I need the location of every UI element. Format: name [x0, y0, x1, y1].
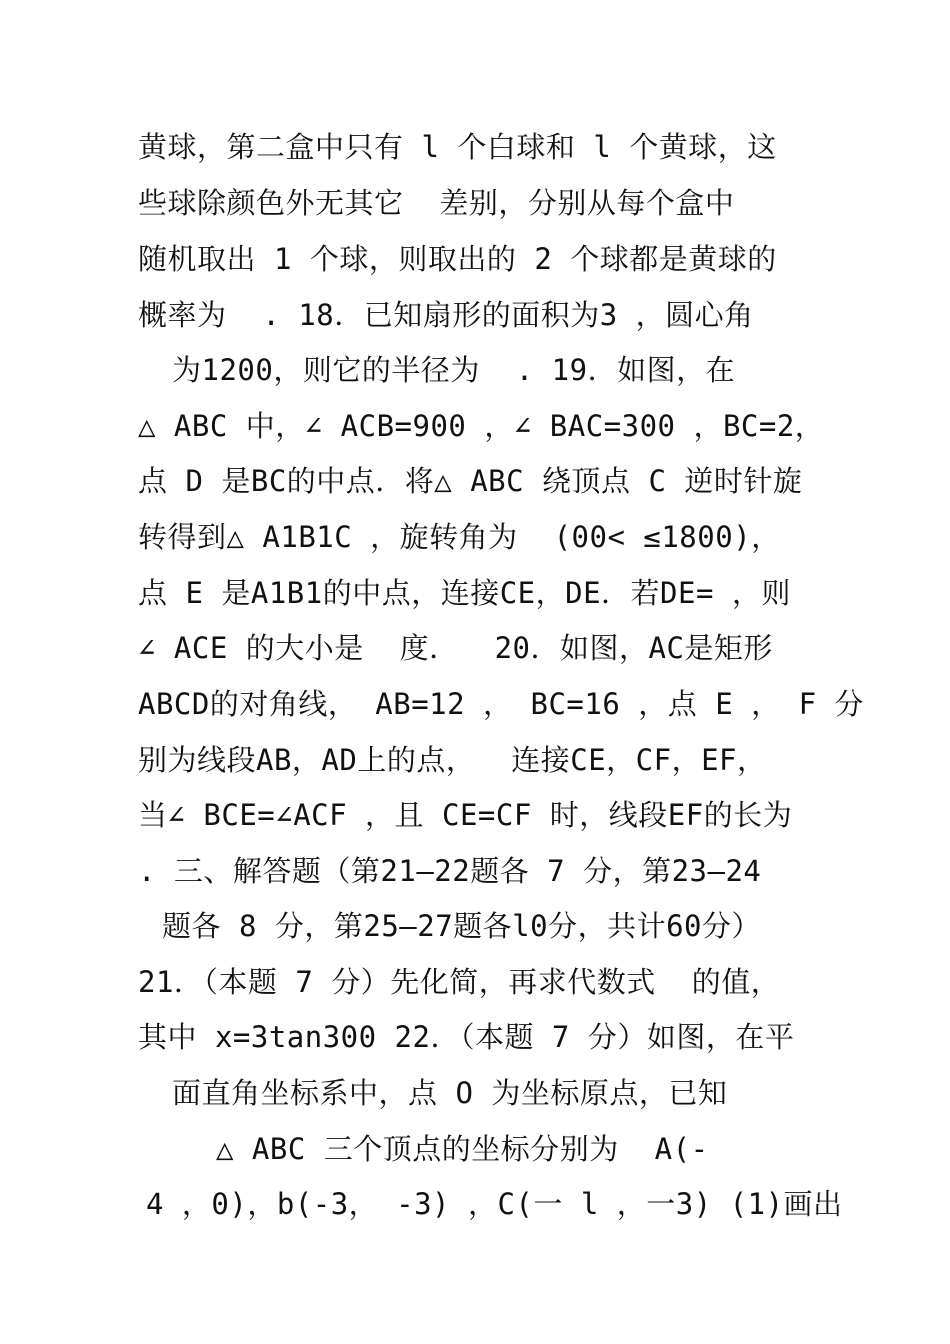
- text-line: ∠ ACE 的大小是 度． 20．如图，AC是矩形: [138, 631, 773, 665]
- text-line: 21．（本题 7 分）先化简，再求代数式 的值，: [138, 965, 781, 999]
- text-line: 4 ，0)，b(-3， -3) ，C(一 l ，一3) (1)画出: [146, 1187, 843, 1221]
- text-line: 面直角坐标系中，点 O 为坐标原点，已知: [172, 1076, 728, 1110]
- text-line: 题各 8 分，第25—27题各l0分，共计60分）: [162, 909, 762, 943]
- text-line: 点 D 是BC的中点．将△ ABC 绕顶点 C 逆时针旋: [138, 464, 803, 498]
- text-line: 当∠ BCE=∠ACF ，且 CE=CF 时，线段EF的长为: [138, 798, 793, 832]
- text-line: 黄球，第二盒中只有 l 个白球和 l 个黄球，这: [138, 130, 777, 164]
- text-line: 些球除颜色外无其它 差别，分别从每个盒中: [138, 186, 735, 220]
- text-line: ABCD的对角线， AB=12 ， BC=16 ，点 E ， F 分: [138, 687, 865, 721]
- text-line: 转得到△ A1B1C ，旋转角为 (00< ≤1800)，: [138, 520, 781, 554]
- text-line: 为1200，则它的半径为 . 19．如图，在: [172, 353, 736, 387]
- text-line: 其中 x=3tan300 22．（本题 7 分）如图，在平: [138, 1020, 795, 1054]
- text-line: 别为线段AB，AD上的点， 连接CE，CF，EF，: [138, 743, 767, 777]
- text-line: △ ABC 中，∠ ACB=900 ，∠ BAC=300 ，BC=2，: [138, 409, 825, 443]
- text-line: 点 E 是A1B1的中点，连接CE，DE．若DE= ，则: [138, 576, 791, 610]
- text-line: . 三、解答题（第21—22题各 7 分，第23—24: [138, 854, 762, 888]
- text-line: 随机取出 1 个球，则取出的 2 个球都是黄球的: [138, 242, 777, 276]
- text-line: 概率为 . 18．已知扇形的面积为3 ，圆心角: [138, 298, 754, 332]
- text-line: △ ABC 三个顶点的坐标分别为 A(-: [216, 1132, 709, 1166]
